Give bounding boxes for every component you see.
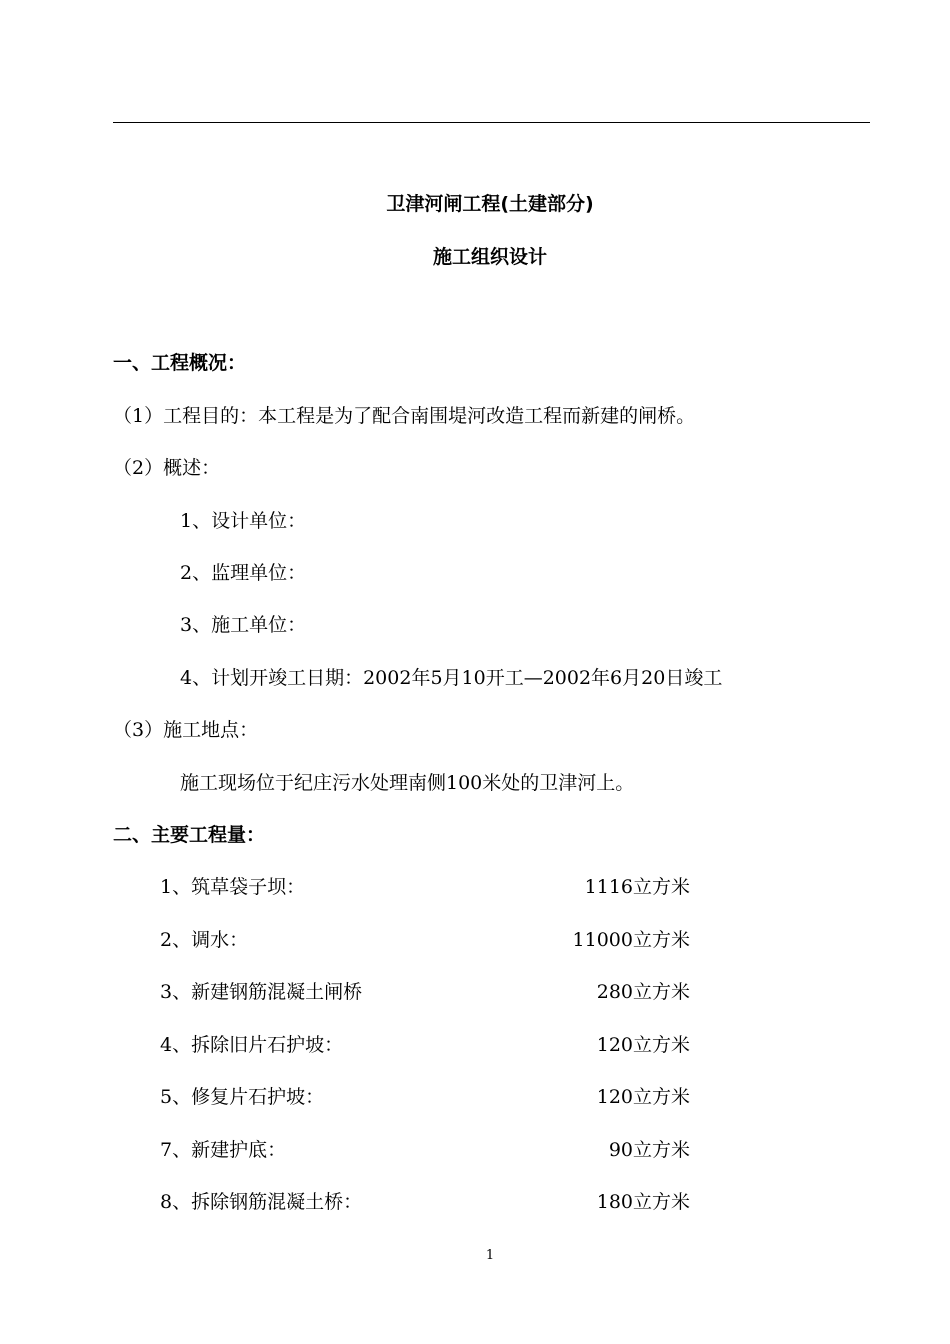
location-label: （3）施工地点：	[113, 719, 259, 741]
quantity-amount: 1116立方米	[584, 876, 690, 898]
header-rule	[113, 122, 870, 123]
page-number: 1	[485, 1248, 495, 1263]
location-text: 施工现场位于纪庄污水处理南侧100米处的卫津河上。	[180, 772, 635, 794]
overview-item: 1、设计单位：	[180, 510, 307, 532]
quantity-amount: 280立方米	[596, 981, 690, 1003]
quantity-amount: 11000立方米	[572, 929, 690, 951]
section-heading-quantities: 二、主要工程量：	[113, 824, 266, 846]
quantity-name: 8、拆除钢筋混凝土桥：	[160, 1191, 363, 1213]
quantity-row	[160, 1084, 690, 1110]
quantity-row	[160, 927, 690, 953]
document-title: 卫津河闸工程(土建部分)	[386, 193, 594, 215]
quantity-amount: 120立方米	[596, 1086, 690, 1108]
overview-label: （2）概述：	[113, 457, 221, 479]
overview-item: 3、施工单位：	[180, 614, 307, 636]
quantity-row	[160, 979, 690, 1005]
document-subtitle: 施工组织设计	[432, 246, 547, 268]
quantity-row	[160, 1189, 690, 1215]
overview-item: 4、计划开竣工日期：2002年5月10开工—2002年6月20日竣工	[180, 667, 723, 689]
project-purpose: （1）工程目的：本工程是为了配合南围堤河改造工程而新建的闸桥。	[113, 405, 696, 427]
quantity-name: 7、新建护底：	[160, 1139, 287, 1161]
quantity-row	[160, 874, 690, 900]
quantity-amount: 120立方米	[596, 1034, 690, 1056]
quantity-amount: 90立方米	[608, 1139, 690, 1161]
section-heading-overview: 一、工程概况：	[113, 352, 247, 374]
overview-item: 2、监理单位：	[180, 562, 307, 584]
quantity-row	[160, 1137, 690, 1163]
quantity-amount: 180立方米	[596, 1191, 690, 1213]
quantity-name: 3、新建钢筋混凝土闸桥	[160, 981, 363, 1003]
quantity-name: 1、筑草袋子坝：	[160, 876, 306, 898]
quantity-row	[160, 1032, 690, 1058]
quantity-name: 5、修复片石护坡：	[160, 1086, 325, 1108]
quantity-name: 4、拆除旧片石护坡：	[160, 1034, 344, 1056]
quantity-name: 2、调水：	[160, 929, 249, 951]
